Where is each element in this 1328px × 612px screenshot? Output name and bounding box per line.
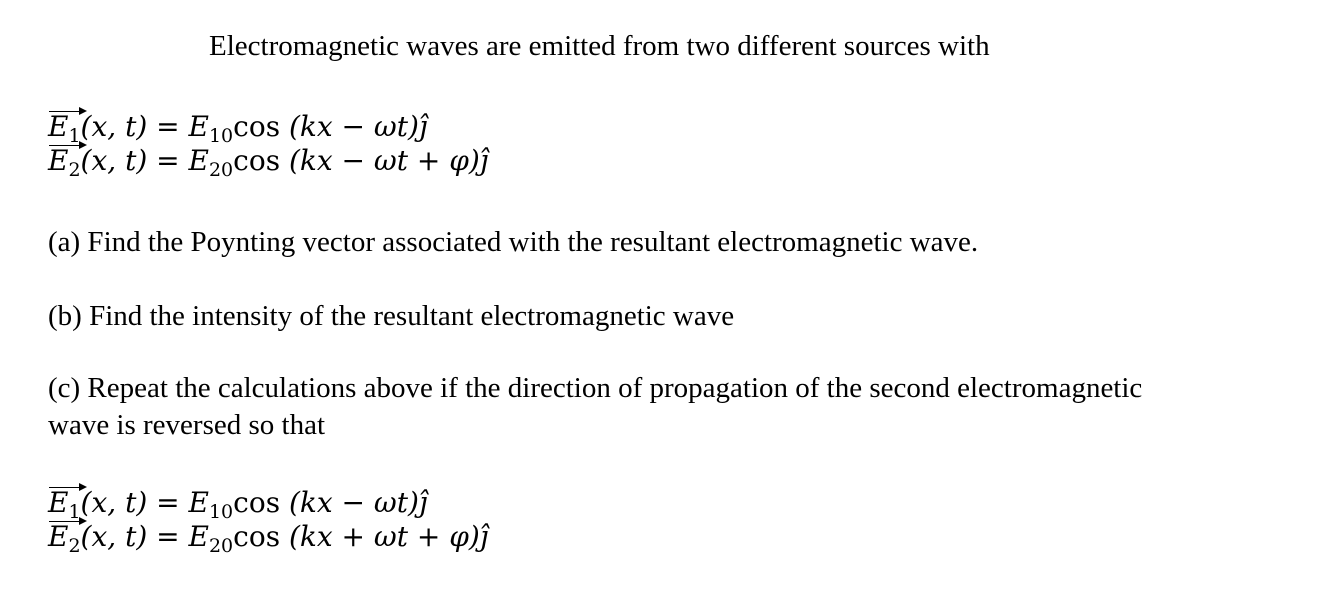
equation-e1: $E_1(x$, $t) = E_{10}\cos$ (kx − ωt)ĵ <box>48 110 488 144</box>
part-a-text: (a) Find the Poynting vector associated with the resultant electromagnetic wave. <box>48 226 979 258</box>
intro-text: Electromagnetic waves are emitted from two different sources with <box>209 30 990 62</box>
part-c-text-line2: wave is reversed so that <box>48 409 326 441</box>
e2-amplitude: E <box>188 144 209 177</box>
e2-amplitude: E <box>188 520 209 553</box>
e2-args: (x, t) <box>80 144 148 177</box>
equation-e2: $E_2(x$, $t) = E_{20}\cos$ (kx − ωt + φ)ĵ <box>48 144 488 178</box>
vector-e2-symbol: $E_2$ <box>48 144 81 187</box>
e2-argument: (kx − ωt + φ)ĵ <box>280 144 489 177</box>
vector-e1-symbol: $E_1$ <box>48 110 81 153</box>
e2-args: (x, t) <box>80 520 148 553</box>
e1-cos: cos <box>233 486 281 519</box>
e2-cos: cos <box>233 144 281 177</box>
e1-amplitude: E <box>188 110 209 143</box>
e1-argument: (kx − ωt)ĵ <box>280 110 428 143</box>
e1-args: (x, t) <box>80 486 148 519</box>
e1-argument: (kx − ωt)ĵ <box>280 486 428 519</box>
part-c-text-line1: (c) Repeat the calculations above if the direction of propagation of the second electromagnetic <box>48 372 1143 404</box>
equation-e1-reversed-case: $E_1(x$, $t) = E_{10}\cos$ (kx − ωt)ĵ <box>48 486 488 520</box>
e1-args: (x, t) <box>80 110 148 143</box>
equation-block-1 <box>48 110 489 181</box>
e1-cos: cos <box>233 110 281 143</box>
vector-e1-symbol: $E_1$ <box>48 486 81 529</box>
part-b-text: (b) Find the intensity of the resultant electromagnetic wave <box>48 300 735 332</box>
e2-cos: cos <box>233 520 281 553</box>
e2-argument: (kx + ωt + φ)ĵ <box>280 520 489 553</box>
equation-block-2 <box>48 486 489 557</box>
equation-e2-reversed: $E_2(x$, $t) = E_{20}\cos$ (kx + ωt + φ)ĵ <box>48 520 488 554</box>
e1-amplitude: E <box>188 486 209 519</box>
vector-e2-symbol: $E_2$ <box>48 520 81 563</box>
